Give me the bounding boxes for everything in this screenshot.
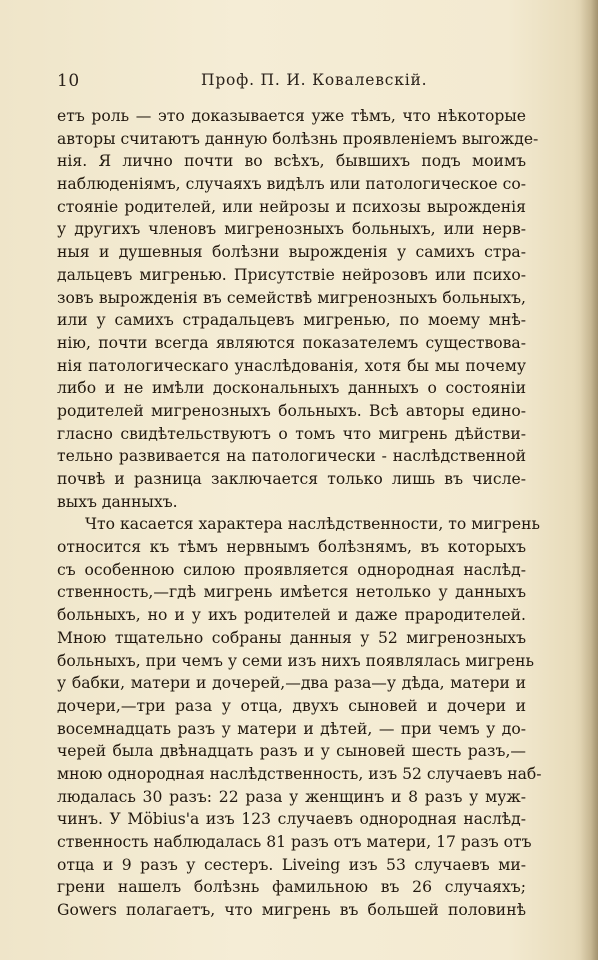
text-line: восемнадцать разъ у матери и дѣтей, — при чемъ у до-	[57, 719, 526, 738]
text-line: дальцевъ мигренью. Присутствіе нейрозовъ или психо-	[57, 265, 526, 284]
text-line: мною однородная наслѣдственность, изъ 52 случаевъ наб-	[57, 764, 542, 783]
text-line: тельно развивается на патологически - наслѣдственной	[57, 447, 526, 466]
running-head: Проф. П. И. Ковалевскій.	[201, 71, 428, 89]
page-number: 10	[57, 71, 80, 91]
text-line: у другихъ членовъ мигренозныхъ больныхъ, или нерв-	[57, 220, 526, 239]
text-line: выхъ данныхъ.	[57, 492, 178, 511]
text-line: етъ роль — это доказывается уже тѣмъ, что нѣкоторые	[57, 107, 526, 125]
text-line: съ особенною силою проявляется однородная наслѣд-	[57, 560, 526, 579]
text-line: людалась 30 разъ: 22 раза у женщинъ и 8 разъ у муж-	[57, 787, 526, 806]
text-line: Мною тщательно собраны данныя у 52 мигренозныхъ	[57, 628, 526, 647]
body-text	[57, 105, 542, 922]
page-edge-shadow	[580, 0, 598, 960]
text-line: ныя и душевныя болѣзни вырожденія у самихъ стра-	[57, 243, 526, 262]
text-line: грени нашелъ болѣзнь фамильною въ 26 случаяхъ;	[57, 878, 526, 897]
text-line: родителей мигренозныхъ больныхъ. Всѣ авторы едино-	[57, 401, 526, 420]
text-line: авторы считаютъ данную болѣзнь проявленіемъ выrожде-	[57, 129, 539, 148]
text-line: или у самихъ страдальцевъ мигренью, по моему мнѣ-	[57, 311, 526, 330]
text-line: больныхъ, при чемъ у семи изъ нихъ появлялась мигрень	[57, 651, 534, 670]
text-line: ственность,—гдѣ мигрень имѣется нетолько у данныхъ	[57, 583, 526, 602]
text-line: относится къ тѣмъ нервнымъ болѣзнямъ, въ которыхъ	[57, 538, 526, 557]
text-line: зовъ вырожденія въ семействѣ мигренозныхъ больныхъ,	[57, 288, 526, 307]
text-line: нію, почти всегда являются показателемъ существова-	[57, 333, 526, 352]
text-line: больныхъ, но и у ихъ родителей и даже прародителей.	[57, 606, 526, 625]
paragraph	[57, 513, 542, 921]
text-line: нія. Я лично почти во всѣхъ, бывшихъ подъ моимъ	[57, 152, 526, 171]
text-line: у бабки, матери и дочерей,—два раза—у дѣда, матери и	[57, 674, 526, 693]
text-line: ственность наблюдалась 81 разъ отъ матери, 17 разъ отъ	[57, 833, 532, 851]
text-line: либо и не имѣли доскональныхъ данныхъ о состояніи	[57, 379, 526, 398]
text-line: стояніе родителей, или нейрозы и психозы вырожденія	[57, 197, 526, 216]
text-line: дочери,—три раза у отца, двухъ сыновей и дочери и	[57, 696, 526, 715]
text-line: наблюденіямъ, случаяхъ видѣлъ или патологическое со-	[57, 175, 526, 194]
text-line: чинъ. У Möbius'а изъ 123 случаевъ однородная наслѣд-	[57, 810, 526, 829]
page-header	[57, 71, 537, 95]
text-line: гласно свидѣтельствуютъ о томъ что мигрень дѣйстви-	[57, 424, 526, 443]
text-line: почвѣ и разница заключается только лишь въ числе-	[57, 470, 526, 488]
text-line: нія патологическаго унаслѣдованія, хотя бы мы почему	[57, 356, 526, 375]
text-line: Gowers полагаетъ, что мигрень въ большей половинѣ	[57, 901, 526, 920]
text-line: черей была двѣнадцать разъ и у сыновей шесть разъ,—	[57, 742, 526, 761]
paragraph	[57, 105, 539, 513]
text-line: Что касается характера наслѣдственности, то мигрень	[85, 515, 540, 534]
text-line: отца и 9 разъ у сестеръ. Liveing изъ 53 случаевъ ми-	[57, 855, 526, 874]
